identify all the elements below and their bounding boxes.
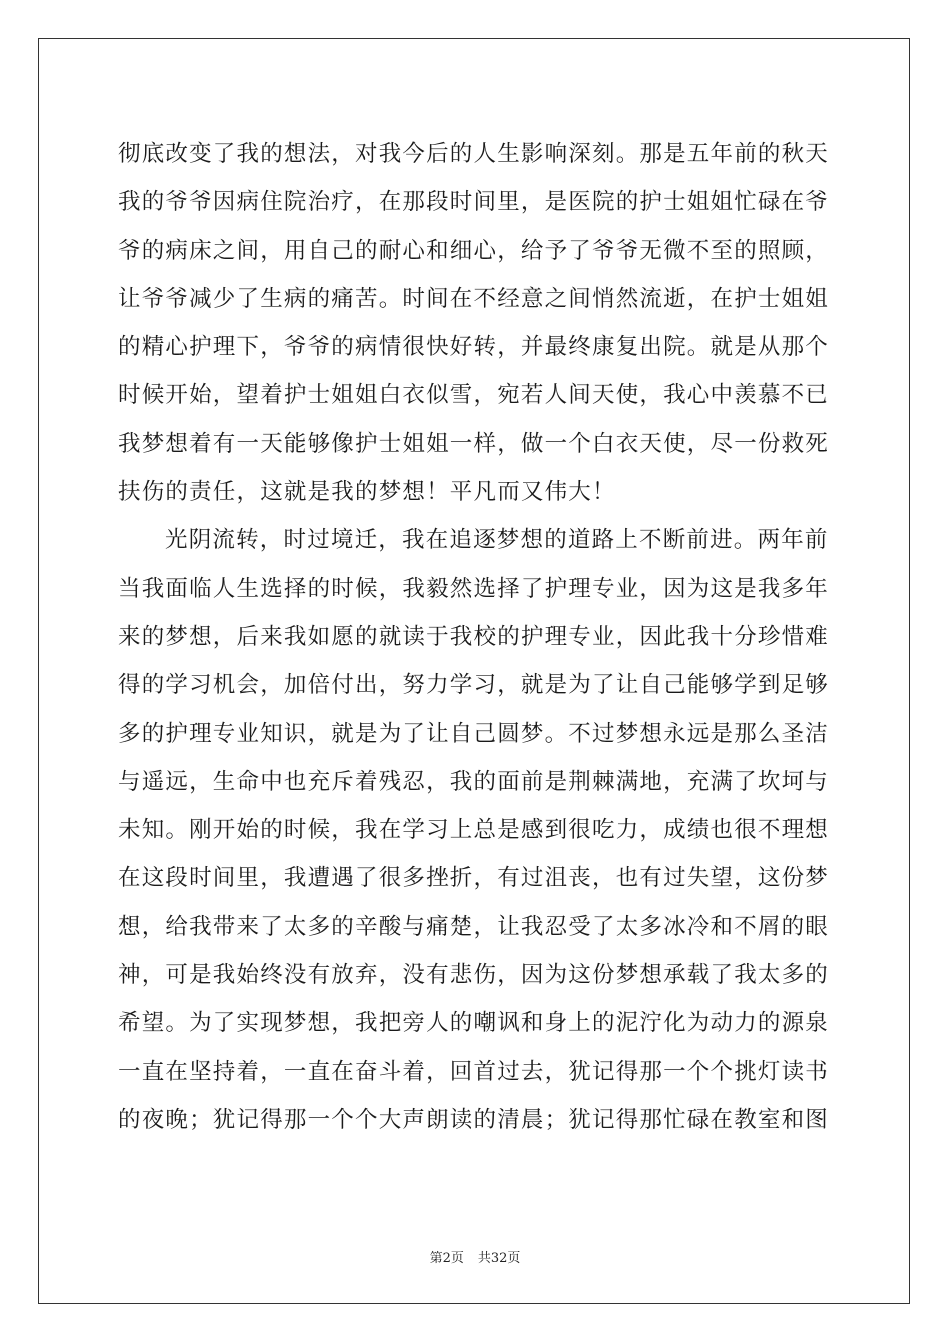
text-line: 爷的病床之间，用自己的耐心和细心，给予了爷爷无微不至的照顾， [118,237,830,264]
page-number: 第2页 [429,1251,464,1266]
text-line: 的精心护理下，爷爷的病情很快好转，并最终康复出院。就是从那个 [118,334,830,361]
text-line: 彻底改变了我的想法，对我今后的人生影响深刻。那是五年前的秋天 [118,141,830,167]
text-line: 让爷爷减少了生病的痛苦。时间在不经意之间悄然流逝，在护士姐姐 [118,285,830,312]
text-line: 想，给我带来了太多的辛酸与痛楚，让我忍受了太多冰冷和不屑的眼 [118,913,830,940]
text-line: 时候开始，望着护士姐姐白衣似雪，宛若人间天使，我心中羡慕不已 [118,382,830,409]
text-line: 得的学习机会，加倍付出，努力学习，就是为了让自己能够学到足够 [118,672,830,699]
page-footer [0,1247,950,1266]
text-line: 我梦想着有一天能够像护士姐姐一样，做一个白衣天使，尽一份救死 [118,430,830,457]
text-line: 我的爷爷因病住院治疗，在那段时间里，是医院的护士姐姐忙碌在爷 [118,189,830,216]
text-line: 多的护理专业知识，就是为了让自己圆梦。不过梦想永远是那么圣洁 [118,720,830,747]
text-line: 神，可是我始终没有放弃，没有悲伤，因为这份梦想承载了我太多的 [118,962,830,989]
text-line: 未知。刚开始的时候，我在学习上总是感到很吃力，成绩也很不理想 [118,817,830,844]
text-line: 一直在坚持着，一直在奋斗着，回首过去，犹记得那一个个挑灯读书 [118,1058,830,1085]
text-line: 的夜晚；犹记得那一个个大声朗读的清晨；犹记得那忙碌在教室和图 [118,1106,830,1133]
text-line: 与遥远，生命中也充斥着残忍，我的面前是荆棘满地，充满了坎坷与 [118,768,830,795]
text-line: 在这段时间里，我遭遇了很多挫折，有过沮丧，也有过失望，这份梦 [118,865,830,892]
page-total: 共32页 [477,1251,521,1266]
text-line: 希望。为了实现梦想，我把旁人的嘲讽和身上的泥泞化为动力的源泉 [118,1010,830,1037]
text-line: 扶伤的责任，这就是我的梦想！平凡而又伟大！ [118,479,616,506]
text-line: 来的梦想，后来我如愿的就读于我校的护理专业，因此我十分珍惜难 [118,623,830,650]
text-line: 当我面临人生选择的时候，我毅然选择了护理专业，因为这是我多年 [118,575,830,602]
text-line: 光阴流转，时过境迁，我在追逐梦想的道路上不断前进。两年前 [165,527,829,554]
document-body [118,130,838,1144]
